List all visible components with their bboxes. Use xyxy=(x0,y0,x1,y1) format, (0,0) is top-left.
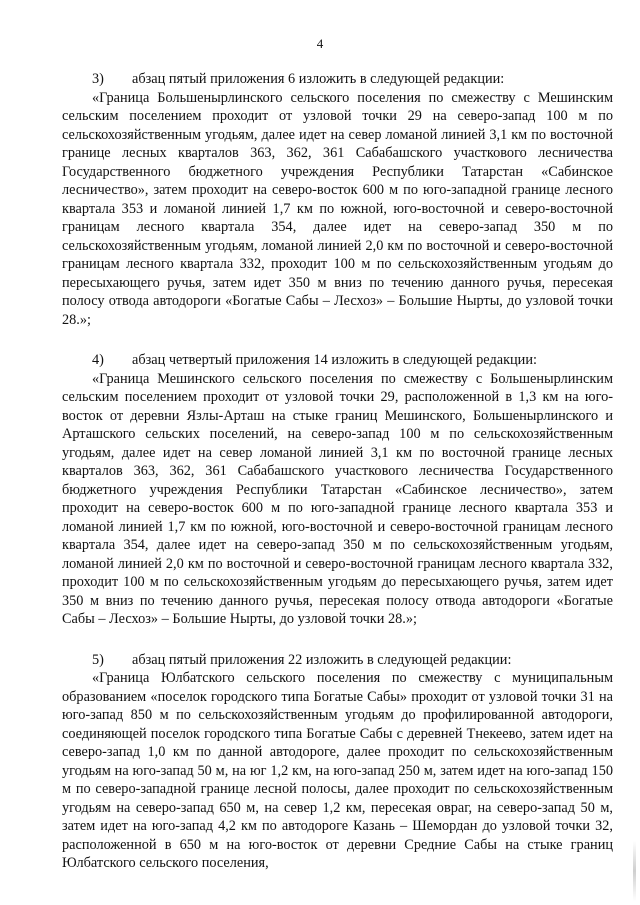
heading-text: абзац пятый приложения 22 изложить в следующей редакции: xyxy=(132,651,512,668)
amendment-item-4 xyxy=(62,351,613,629)
heading-text: абзац четвертый приложения 14 изложить в следующей редакции: xyxy=(132,352,537,368)
amendment-heading xyxy=(62,351,613,370)
amendment-text: «Граница Мешинского сельского поселения по смежеству с Большенырлинским сельским поселением проходит от узловой точки 29, расположенной в 1,3 км на юго-восток от деревни Язлы-Арташ на стыке границ Мешинского, Большенырлинского и Арташского сельских поселений, на северо-запад 100 м по сельскохозяйственным угодьям, далее идет на север ломаной линией 3,1 км по восточной границе лесных кварталов 363, 362, 361 Сабабашского участкового лесничества Государственного бюджетного учреждения Республики Татарстан «Сабинское лесничество», затем проходит на северо-восток 600 м по юго-западной границе лесного квартала 353 и ломаной линией 1,7 км по южной, юго-восточной и северо-восточной границам лесного квартала 354, далее идет на северо-запад 350 м по сельскохозяйственным угодьям, ломаной линией 2,0 км по восточной и северо-восточной границам лесного квартала 332, проходит 100 м по сельскохозяйственным угодьям до пересыхающего ручья, затем идет 350 м вниз по течению данного ручья, пересекая полосу отвода автодороги «Богатые Сабы – Лесхоз» – Большие Нырты, до узловой точки 28.»; xyxy=(62,370,613,627)
item-number: 3) xyxy=(92,71,104,87)
page-number: 4 xyxy=(316,36,324,51)
amendment-heading xyxy=(62,70,613,89)
amendment-text: «Граница Юлбатского сельского поселения по смежеству с муниципальным образованием «поселок городского типа Богатые Сабы» проходит от узловой точки 31 на юго-запад 850 м по сельскохозяйственным угодьям до профилированной автодороги, соединяющей поселок городского типа Богатые Сабы с деревней Тнекеево, затем идет на северо-запад 1,0 км по данной автодороге, далее проходит по сельскохозяйственным угодьям на юго-запад 50 м, на юг 1,2 км, на юго-запад 250 м, затем идет на юго-запад 150 м по северо-западной границе лесной полосы, далее проходит по сельскохозяйственным угодьям на северо-запад 650 м, на север 1,2 км, пересекая овраг, на северо-запад 50 м, затем идет на юго-запад 4,2 км по автодороге Казань – Шемордан до узловой точки 32, расположенной в 650 м на юго-восток от деревни Средние Сабы на стыке границ Юлбатского сельского поселения, xyxy=(62,670,613,871)
heading-text: абзац пятый приложения 6 изложить в следующей редакции: xyxy=(132,71,505,87)
item-number: 4) xyxy=(92,352,104,368)
amendment-text: «Граница Большенырлинского сельского поселения по смежеству с Мешинским сельским поселением проходит от узловой точки 29 на северо-запад 100 м по сельскохозяйственным угодьям, далее идет на север ломаной линией 3,1 км по восточной границе лесных кварталов 363, 362, 361 Сабабашского участкового лесничества Государственного бюджетного учреждения Республики Татарстан «Сабинское лесничество», затем проходит на северо-восток 600 м по юго-западной границе лесного квартала 353 и ломаной линией 1,7 км по южной, юго-восточной и северо-восточной границам лесного квартала 354, далее идет на северо-запад 350 м по сельскохозяйственным угодьям, ломаной линией 2,0 км по восточной и северо-восточной границам лесного квартала 332, проходит 100 м по сельскохозяйственным угодьям до пересыхающего ручья, затем идет 350 м вниз по течению данного ручья, пересекая полосу отвода автодороги «Богатые Сабы – Лесхоз» – Большие Нырты, до узловой точки 28.»; xyxy=(62,89,613,328)
scan-edge-mark xyxy=(633,841,636,901)
item-number: 5) xyxy=(92,651,104,668)
amendment-heading xyxy=(62,651,613,670)
amendment-item-3 xyxy=(62,70,613,329)
amendment-item-5 xyxy=(62,651,613,873)
document-body xyxy=(62,70,613,895)
